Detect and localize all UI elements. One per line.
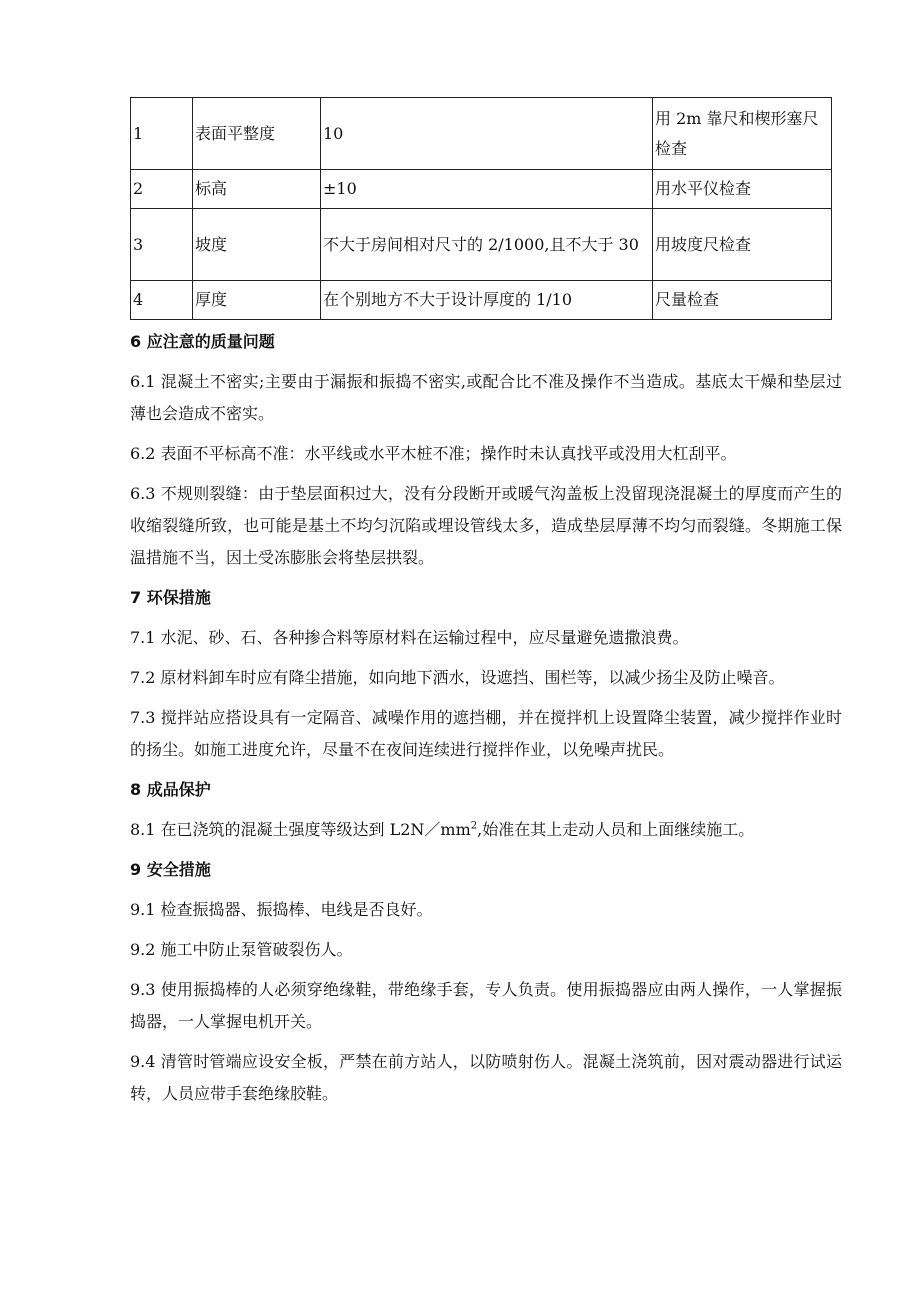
allowed-deviation: 在个别地方不大于设计厚度的 1/10 (321, 281, 653, 320)
allowed-deviation: 10 (321, 98, 653, 170)
allowed-deviation: 不大于房间相对尺寸的 2/1000,且不大于 30 (321, 209, 653, 281)
table-row (131, 209, 832, 281)
paragraph: 9.3 使用振捣棒的人必须穿绝缘鞋，带绝缘手套，专人负责。使用振捣器应由两人操作，一人掌握振捣器，一人掌握电机开关。 (130, 980, 842, 1031)
tolerance-table (130, 97, 832, 320)
table-row (131, 98, 832, 170)
paragraph: 6.2 表面不平标高不准：水平线或水平木桩不准；操作时未认真找平或没用大杠刮平。 (130, 444, 737, 463)
inspection-method: 用水平仪检查 (653, 170, 832, 209)
paragraph: 7.2 原材料卸车时应有降尘措施，如向地下洒水，设遮挡、围栏等，以减少扬尘及防止噪音。 (130, 668, 785, 687)
paragraph: 9.1 检查振捣器、振捣棒、电线是否良好。 (130, 900, 433, 919)
section-heading: 7 环保措施 (130, 588, 211, 607)
section-heading: 6 应注意的质量问题 (130, 332, 275, 351)
document-body (130, 322, 842, 1114)
paragraph: 7.1 水泥、砂、石、各种掺合料等原材料在运输过程中，应尽量避免遗撒浪费。 (130, 628, 689, 647)
inspection-method: 用 2m 靠尺和楔形塞尺检查 (653, 98, 832, 170)
section-heading: 8 成品保护 (130, 780, 211, 799)
inspection-method: 尺量检查 (653, 281, 832, 320)
row-number: 2 (131, 170, 193, 209)
paragraph: 6.3 不规则裂缝：由于垫层面积过大，没有分段断开或暖气沟盖板上没留现浇混凝土的厚度而产生的收缩裂缝所致，也可能是基土不均匀沉陷或埋设管线太多，造成垫层厚薄不均匀而裂缝。冬期施工保温措施不当，因土受冻膨胀会将垫层拱裂。 (130, 484, 842, 567)
row-number: 3 (131, 209, 193, 281)
superscript: 2 (470, 820, 478, 832)
paragraph-text: ,始准在其上走动人员和上面继续施工。 (477, 820, 755, 839)
paragraph: 9.2 施工中防止泵管破裂伤人。 (130, 940, 353, 959)
paragraph: 6.1 混凝土不密实;主要由于漏振和振捣不密实,或配合比不准及操作不当造成。基底太干燥和垫层过薄也会造成不密实。 (130, 372, 842, 423)
paragraph: 7.3 搅拌站应搭设具有一定隔音、减噪作用的遮挡棚，并在搅拌机上设置降尘装置，减少搅拌作业时的扬尘。如施工进度允许，尽量不在夜间连续进行搅拌作业，以免噪声扰民。 (130, 708, 842, 759)
paragraph-text: 8.1 在已浇筑的混凝土强度等级达到 L2N／mm (130, 820, 471, 839)
inspection-method: 用坡度尺检查 (653, 209, 832, 281)
item-name: 坡度 (193, 209, 321, 281)
item-name: 标高 (193, 170, 321, 209)
item-name: 厚度 (193, 281, 321, 320)
table-row (131, 281, 832, 320)
allowed-deviation: ±10 (321, 170, 653, 209)
paragraph: 9.4 清管时管端应设安全板，严禁在前方站人，以防喷射伤人。混凝土浇筑前，因对震动器进行试运转，人员应带手套绝缘胶鞋。 (130, 1052, 842, 1103)
section-heading: 9 安全措施 (130, 860, 211, 879)
table-row (131, 170, 832, 209)
item-name: 表面平整度 (193, 98, 321, 170)
paragraph (130, 810, 842, 850)
row-number: 1 (131, 98, 193, 170)
row-number: 4 (131, 281, 193, 320)
